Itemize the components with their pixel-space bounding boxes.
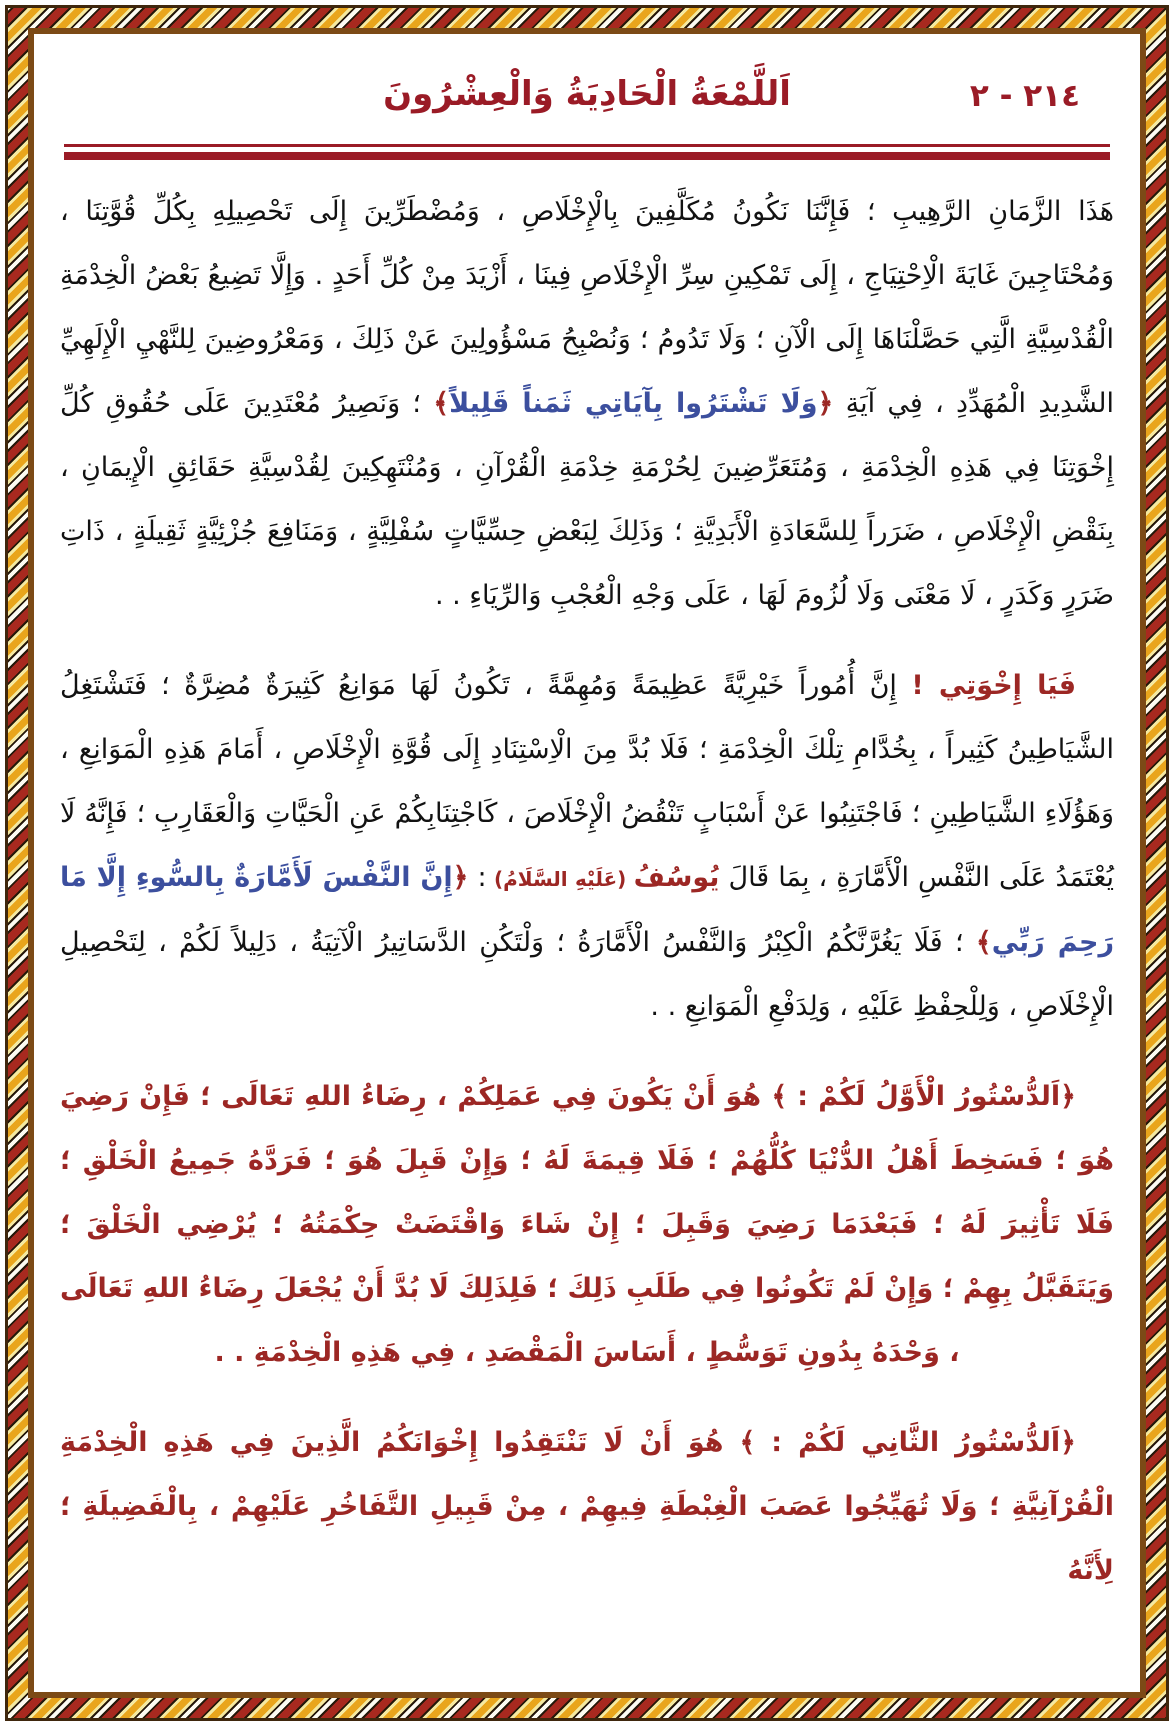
quran-bracket-close-icon: ﴾ (975, 927, 992, 958)
page-title: اَللَّمْعَةُ الْحَادِيَةُ وَالْعِشْرُونَ (383, 74, 791, 114)
quran-bracket-open-icon: ﴿ (817, 388, 834, 419)
paragraph-1 (60, 180, 1114, 628)
divider-thin-rule (64, 144, 1110, 147)
paragraph-2-colon: : (468, 862, 487, 893)
prophet-yusuf-name: يُوسُفُ (633, 862, 720, 893)
second-principle-heading: ﴿اَلدُّسْتُورُ الثَّانِي لَكُمْ : ﴾ (739, 1427, 1076, 1458)
quran-bracket-close-icon: ﴾ (433, 388, 450, 419)
first-principle-heading: ﴿اَلدُّسْتُورُ الْأَوَّلُ لَكُمْ : ﴾ (771, 1081, 1077, 1112)
page-header (60, 48, 1114, 144)
second-principle-text: هُوَ أَنْ لَا تَنْتَقِدُوا إِخْوَانَكُمُ الَّذِينَ فِي هَذِهِ الْخِدْمَةِ الْقُرْآنِيَّةِ ؛ وَلَا تُهَيِّجُوا عَصَبَ الْغِبْطَةِ فِيهِمْ ، مِنْ قَبِيلِ التَّفَاخُرِ عَلَيْهِمْ ، بِالْفَضِيلَةِ ؛ لِأَنَّهُ (60, 1427, 1114, 1586)
page-content-area (28, 28, 1146, 1698)
paragraph-3-first-principle (60, 1065, 1114, 1385)
header-divider (64, 144, 1110, 160)
quran-verse-1: وَلَا تَشْتَرُوا بِآيَاتِي ثَمَناً قَلِيلاً (449, 388, 818, 419)
salutation-mark: (عَلَيْهِ السَّلَامُ) (486, 867, 634, 891)
first-principle-text: هُوَ أَنْ يَكُونَ فِي عَمَلِكُمْ ، رِضَاءُ اللهِ تَعَالَى ؛ فَإِنْ رَضِيَ هُوَ ؛ فَسَخِطَ أَهْلُ الدُّنْيَا كُلُّهُمْ ؛ فَلَا قِيمَةَ لَهُ ؛ وَإِنْ قَبِلَ هُوَ ؛ فَرَدَّهُ جَمِيعُ الْخَلْقِ ؛ فَلَا تَأْثِيرَ لَهُ ؛ فَبَعْدَمَا رَضِيَ وَقَبِلَ ؛ إِنْ شَاءَ وَاقْتَضَتْ حِكْمَتُهُ ؛ يُرْضِي الْخَلْقَ ؛ وَيَتَقَبَّلُ بِهِمْ ؛ وَإِنْ لَمْ تَكُونُوا فِي طَلَبِ ذَلِكَ ؛ فَلِذَلِكَ لَا بُدَّ أَنْ يُجْعَلَ رِضَاءُ اللهِ تَعَالَى ، وَحْدَهُ بِدُونِ تَوَسُّطٍ ، أَسَاسَ الْمَقْصَدِ ، فِي هَذِهِ الْخِدْمَةِ . . (60, 1081, 1114, 1368)
paragraph-2-text-b: ؛ فَلَا يَغُرَّنَّكُمُ الْكِبْرُ وَالنَّفْسُ الْأَمَّارَةُ ؛ وَلْتَكُنِ الدَّسَاتِيرُ الْآتِيَةُ ، دَلِيلاً لَكُمْ ، لِتَحْصِيلِ الْإِخْلَاصِ ، وَلِلْحِفْظِ عَلَيْهِ ، وَلِدَفْعِ الْمَوَانِعِ . . (60, 927, 1114, 1022)
frame-chain-pattern (8, 8, 1166, 1718)
quran-bracket-open-icon: ﴿ (452, 862, 469, 893)
body-text (60, 180, 1114, 1603)
brothers-call: فَيَا إِخْوَتِي ! (911, 670, 1076, 701)
paragraph-2 (60, 654, 1114, 1039)
paragraph-4-second-principle (60, 1411, 1114, 1603)
page-number: ٢١٤ - ٢ (969, 78, 1080, 114)
paragraph-2-text-a: إِنَّ أُمُوراً خَيْرِيَّةً عَظِيمَةً وَمُهِمَّةً ، تَكُونُ لَهَا مَوَانِعُ كَثِيرَةٌ مُضِرَّةٌ ؛ فَتَشْتَغِلُ الشَّيَاطِينُ كَثِيراً ، بِخُدَّامِ تِلْكَ الْخِدْمَةِ ؛ فَلَا بُدَّ مِنَ الْاِسْتِنَادِ إِلَى قُوَّةِ الْإِخْلَاصِ ، أَمَامَ هَذِهِ الْمَوَانِعِ ، وَهَؤُلَاءِ الشَّيَاطِينِ ؛ فَاجْتَنِبُوا عَنْ أَسْبَابٍ تَنْقُضُ الْإِخْلَاصَ ، كَاجْتِنَابِكُمْ عَنِ الْحَيَّاتِ وَالْعَقَارِبِ ؛ فَإِنَّهُ لَا يُعْتَمَدُ عَلَى النَّفْسِ الْأَمَّارَةِ ، بِمَا قَالَ (60, 670, 1114, 893)
paragraph-1-text-b: ؛ وَنَصِيرُ مُعْتَدِينَ عَلَى حُقُوقِ كُلِّ إِخْوَتِنَا فِي هَذِهِ الْخِدْمَةِ ، وَمُتَعَرِّضِينَ لِحُرْمَةِ خِدْمَةِ الْقُرْآنِ ، وَمُنْتَهِكِينَ لِقُدْسِيَّةِ حَقَائِقِ الْإِيمَانِ ، بِنَقْضِ الْإِخْلَاصِ ، ضَرَراً لِلسَّعَادَةِ الْأَبَدِيَّةِ ؛ وَذَلِكَ لِبَعْضِ حِسِّيَّاتٍ سُفْلِيَّةٍ ، وَمَنَافِعَ جُزْئِيَّةٍ ثَقِيلَةٍ ، ذَاتِ ضَرَرٍ وَكَدَرٍ ، لَا مَعْنَى وَلَا لُزُومَ لَهَا ، عَلَى وَجْهِ الْعُجْبِ وَالرِّيَاءِ . . (60, 388, 1114, 611)
decorative-frame (5, 5, 1169, 1721)
divider-thick-rule (64, 152, 1110, 160)
paragraph-1-text-a: هَذَا الزَّمَانِ الرَّهِيبِ ؛ فَإِنَّنَا نَكُونُ مُكَلَّفِينَ بِالْإِخْلَاصِ ، وَمُضْطَرِّينَ إِلَى تَحْصِيلِهِ بِكُلِّ قُوَّتِنَا ، وَمُحْتَاجِينَ غَايَةَ الْاِحْتِيَاجِ ، إِلَى تَمْكِينِ سِرِّ الْإِخْلَاصِ فِينَا ، أَزْيَدَ مِنْ كُلِّ أَحَدٍ . وَإِلَّا تَضِيعُ بَعْضُ الْخِدْمَةِ الْقُدْسِيَّةِ الَّتِي حَصَّلْنَاهَا إِلَى الْآنِ ؛ وَلَا تَدُومُ ؛ وَنُصْبِحُ مَسْؤُولِينَ عَنْ ذَلِكَ ، وَمَعْرُوضِينَ لِلنَّهْيِ الْإِلَهِيِّ الشَّدِيدِ الْمُهَدِّدِ ، فِي آيَةِ (60, 196, 1114, 419)
quran-verse-2: إِنَّ النَّفْسَ لَأَمَّارَةٌ بِالسُّوءِ إِلَّا مَا رَحِمَ رَبِّي (60, 862, 1114, 958)
